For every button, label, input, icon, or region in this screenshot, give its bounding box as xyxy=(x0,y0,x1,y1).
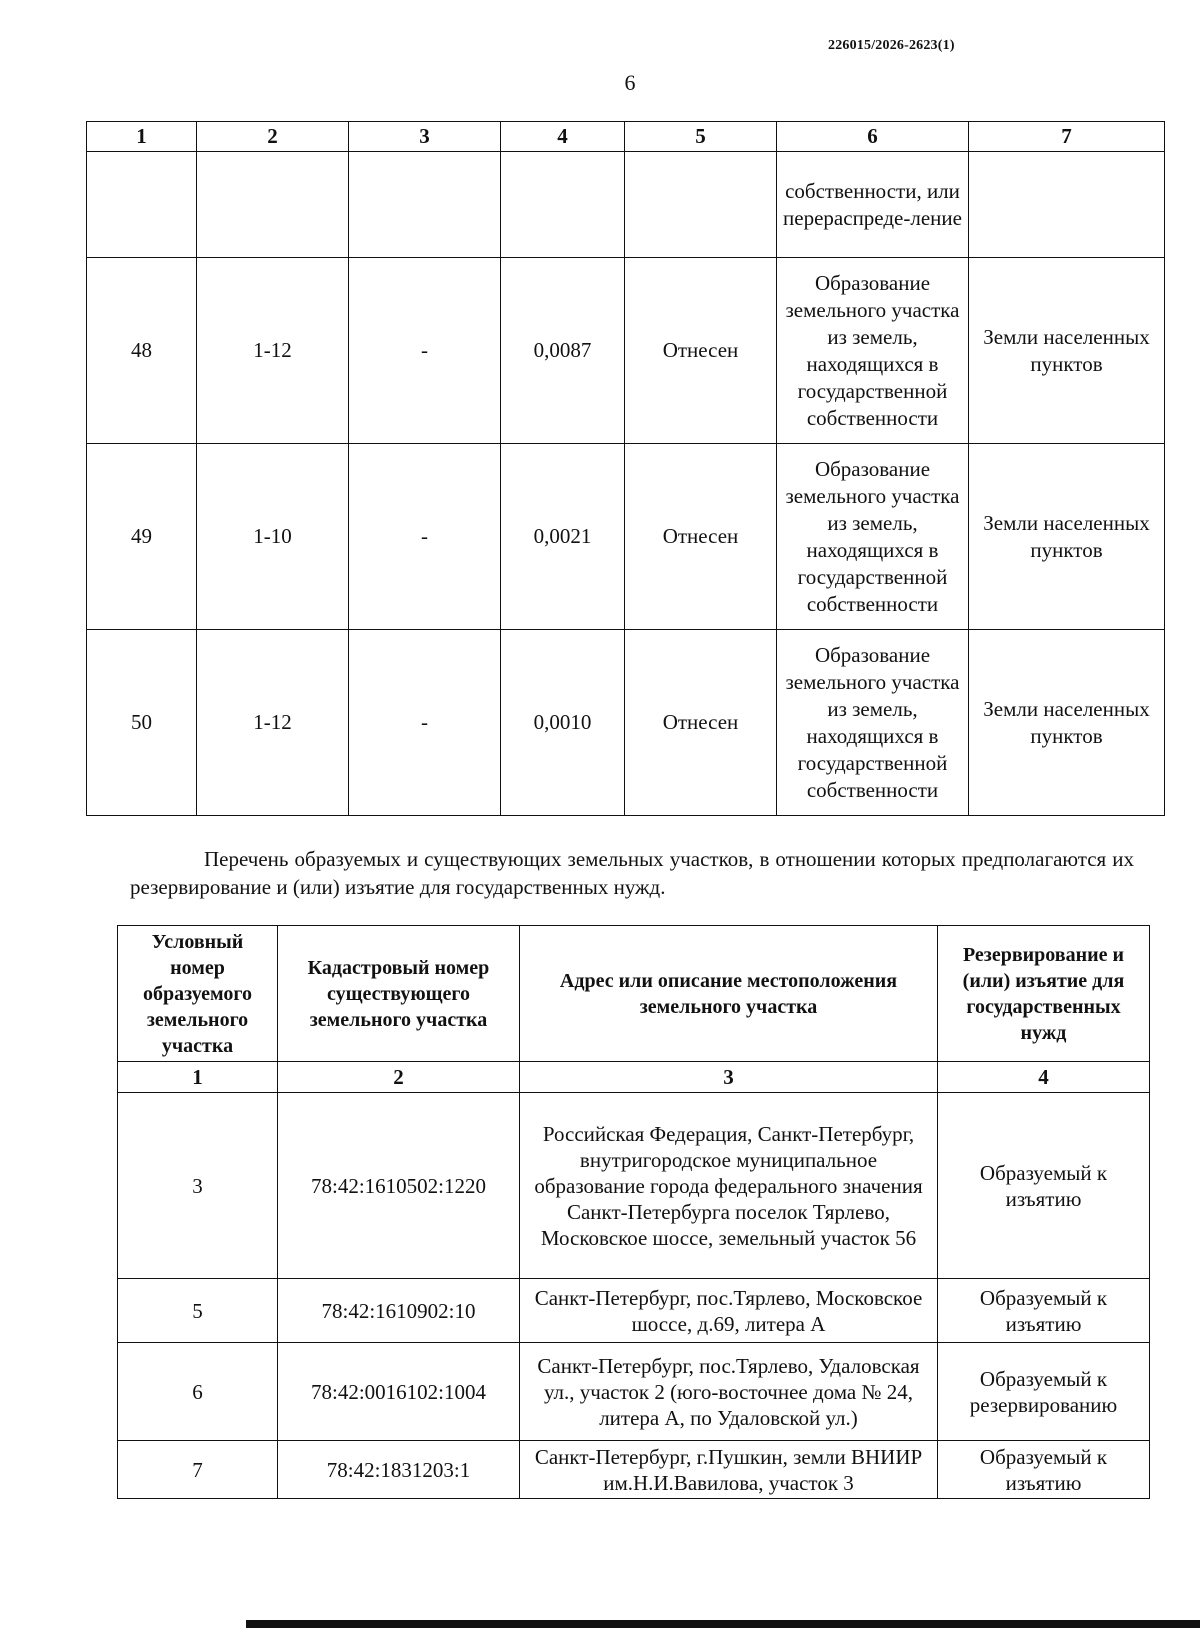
table-cell xyxy=(197,152,349,258)
formation-method: Образование земельного участка из земель, находящихся в государственной собственности xyxy=(777,444,969,630)
column-number-row xyxy=(118,1062,1150,1093)
formation-method: Образование земельного участка из земель, находящихся в государственной собственности xyxy=(777,258,969,444)
column-number: 4 xyxy=(501,122,625,152)
column-number: 6 xyxy=(777,122,969,152)
table-cell xyxy=(349,152,501,258)
column-number: 5 xyxy=(625,122,777,152)
header-row xyxy=(118,926,1150,1062)
intro-paragraph: Перечень образуемых и существующих земельных участков, в отношении которых предполагаются их резервирование и (или) изъятие для государственных нужд. xyxy=(130,847,1134,899)
column-number: 2 xyxy=(278,1062,520,1093)
scan-edge-bar xyxy=(246,1620,1200,1628)
table-row xyxy=(118,1441,1150,1499)
area-value: 0,0021 xyxy=(501,444,625,630)
address: Российская Федерация, Санкт-Петербург, внутригородское муниципальное образование города федерального значения Санкт-Петербурга поселок Тярлево, Московское шоссе, земельный участок 56 xyxy=(520,1093,938,1279)
reservation-status: Образуемый к изъятию xyxy=(938,1279,1150,1343)
cadastral-number: 78:42:1610902:10 xyxy=(278,1279,520,1343)
table-cell xyxy=(87,152,197,258)
table-cell: 1-12 xyxy=(197,630,349,816)
table-row xyxy=(118,1279,1150,1343)
formation-method: Образование земельного участка из земель, находящихся в государственной собственности xyxy=(777,630,969,816)
table-row xyxy=(118,1093,1150,1279)
table-cell xyxy=(501,152,625,258)
land-category: Земли населенных пунктов xyxy=(969,630,1165,816)
cadastral-number: 78:42:1610502:1220 xyxy=(278,1093,520,1279)
area-value: 0,0010 xyxy=(501,630,625,816)
plot-number: 7 xyxy=(118,1441,278,1499)
table-cell: Отнесен xyxy=(625,258,777,444)
table-cell: Отнесен xyxy=(625,630,777,816)
plot-number: 6 xyxy=(118,1343,278,1441)
reservation-status: Образуемый к изъятию xyxy=(938,1441,1150,1499)
cadastral-number: 78:42:0016102:1004 xyxy=(278,1343,520,1441)
land-plots-table xyxy=(86,121,1165,816)
page-number: 6 xyxy=(624,70,636,95)
address: Санкт-Петербург, г.Пушкин, земли ВНИИР им.Н.И.Вавилова, участок 3 xyxy=(520,1441,938,1499)
column-number: 3 xyxy=(520,1062,938,1093)
table-row xyxy=(118,1343,1150,1441)
table-row xyxy=(87,258,1165,444)
column-header: Кадастровый номер существующего земельного участка xyxy=(278,926,520,1062)
plot-number: 5 xyxy=(118,1279,278,1343)
table-cell: Отнесен xyxy=(625,444,777,630)
column-number: 7 xyxy=(969,122,1165,152)
reservation-status: Образуемый к изъятию xyxy=(938,1093,1150,1279)
plot-number: 3 xyxy=(118,1093,278,1279)
address: Санкт-Петербург, пос.Тярлево, Удаловская ул., участок 2 (юго-восточнее дома № 24, литера А, по Удаловской ул.) xyxy=(520,1343,938,1441)
table-cell xyxy=(625,152,777,258)
column-number: 1 xyxy=(118,1062,278,1093)
column-header: Резервирование и (или) изъятие для государственных нужд xyxy=(938,926,1150,1062)
address: Санкт-Петербург, пос.Тярлево, Московское шоссе, д.69, литера А xyxy=(520,1279,938,1343)
reservation-table xyxy=(117,925,1150,1499)
plot-number: 49 xyxy=(87,444,197,630)
column-number: 3 xyxy=(349,122,501,152)
cadastral-number: 78:42:1831203:1 xyxy=(278,1441,520,1499)
table-row xyxy=(87,444,1165,630)
plot-number: 48 xyxy=(87,258,197,444)
column-number: 1 xyxy=(87,122,197,152)
table-cell: - xyxy=(349,630,501,816)
continuation-row xyxy=(87,152,1165,258)
document-registration-number: 226015/2026-2623(1) xyxy=(828,38,955,53)
table-cell: 1-12 xyxy=(197,258,349,444)
table-row xyxy=(87,630,1165,816)
column-header: Адрес или описание местоположения земельного участка xyxy=(520,926,938,1062)
column-number: 2 xyxy=(197,122,349,152)
land-category: Земли населенных пунктов xyxy=(969,444,1165,630)
continuation-text: собственности, или перераспреде-ление xyxy=(777,152,969,258)
column-header: Условный номер образуемого земельного участка xyxy=(118,926,278,1062)
column-number-row xyxy=(87,122,1165,152)
area-value: 0,0087 xyxy=(501,258,625,444)
column-number: 4 xyxy=(938,1062,1150,1093)
table-cell: - xyxy=(349,444,501,630)
reservation-status: Образуемый к резервированию xyxy=(938,1343,1150,1441)
table-cell xyxy=(969,152,1165,258)
plot-number: 50 xyxy=(87,630,197,816)
table-cell: 1-10 xyxy=(197,444,349,630)
table-cell: - xyxy=(349,258,501,444)
land-category: Земли населенных пунктов xyxy=(969,258,1165,444)
